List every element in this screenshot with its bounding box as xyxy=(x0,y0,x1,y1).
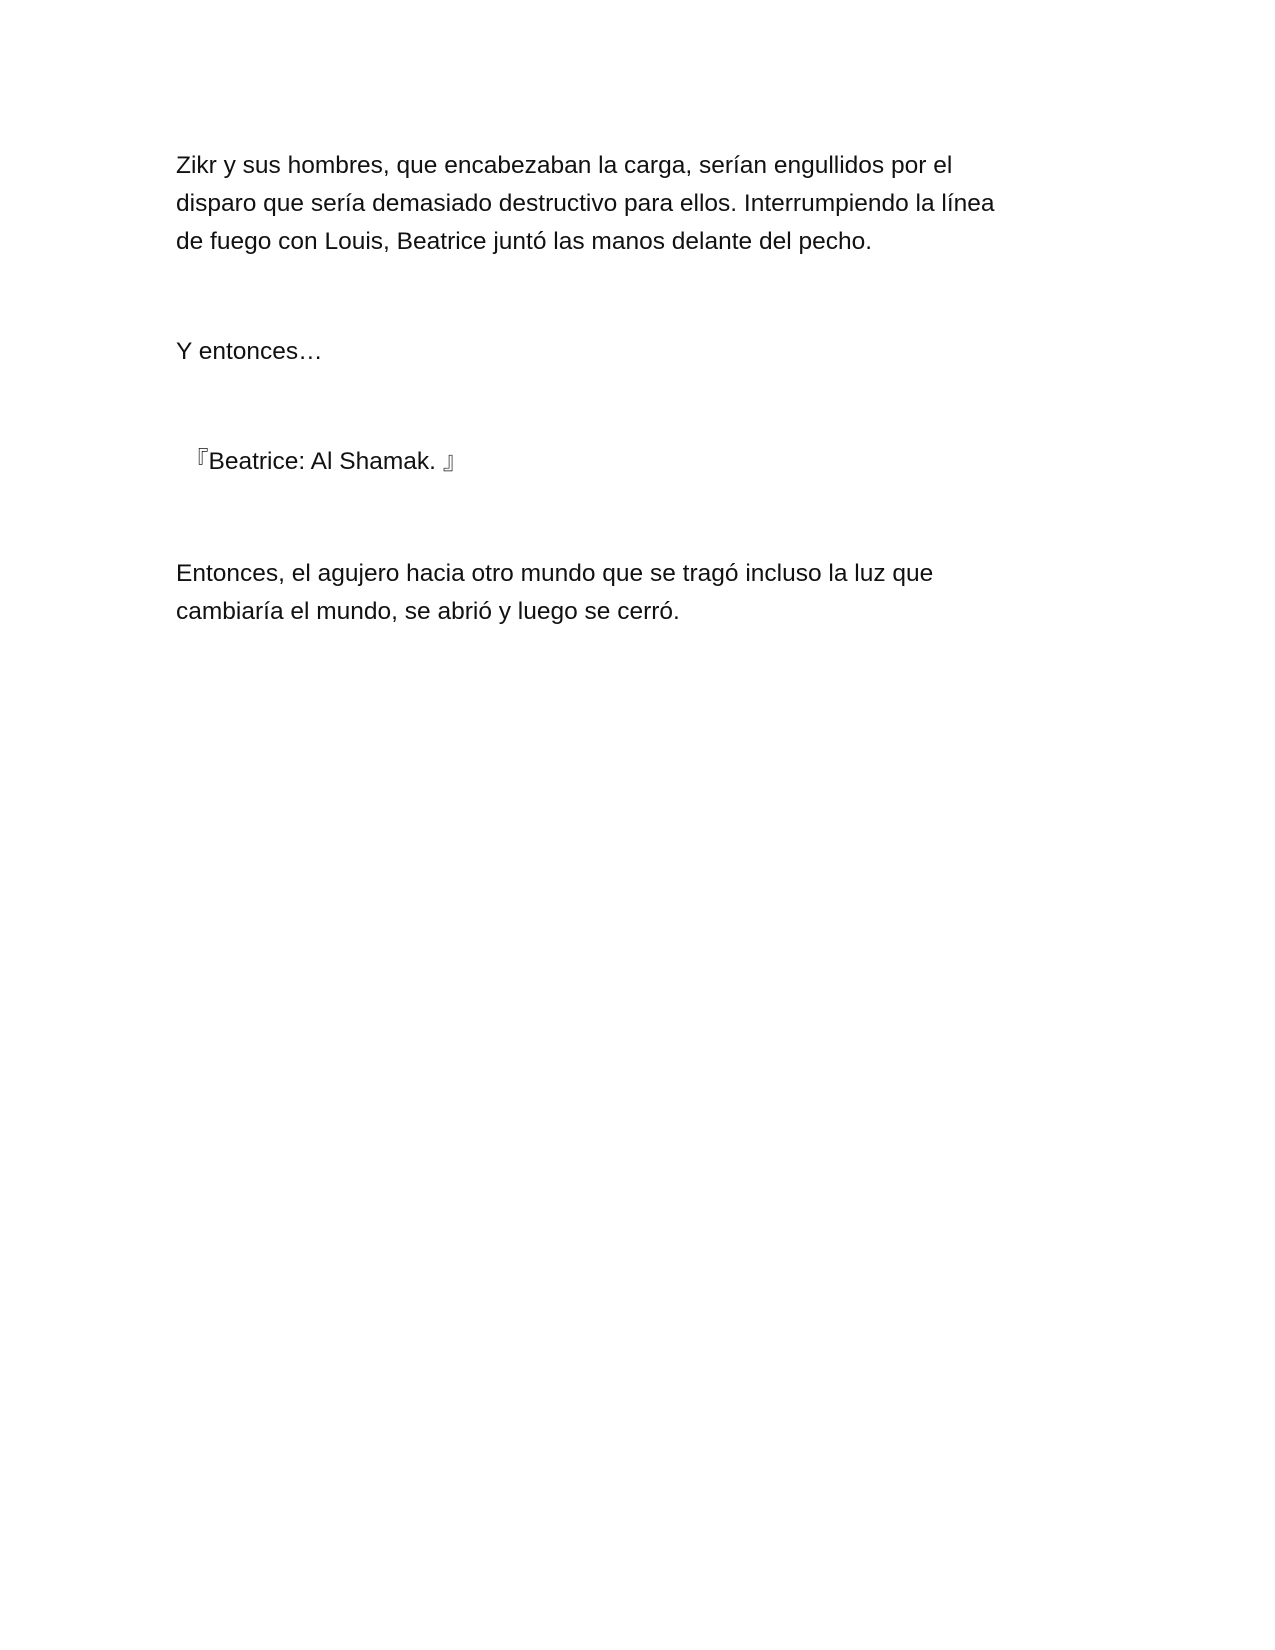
paragraph-line: disparo que sería demasiado destructivo para ellos. Interrumpiendo la línea xyxy=(176,190,995,217)
paragraph-line: Entonces, el agujero hacia otro mundo que se tragó incluso la luz que xyxy=(176,560,934,587)
paragraph-4 xyxy=(176,555,1096,631)
paragraph-1 xyxy=(176,147,1096,261)
paragraph-line: Zikr y sus hombres, que encabezaban la carga, serían engullidos por el xyxy=(176,152,953,179)
paragraph-2 xyxy=(176,333,1096,371)
paragraph-3-spell-line xyxy=(184,443,1104,481)
paragraph-line: cambiaría el mundo, se abrió y luego se cerró. xyxy=(176,598,680,625)
paragraph-line: 『Beatrice: Al Shamak. 』 xyxy=(184,448,468,475)
paragraph-line: de fuego con Louis, Beatrice juntó las manos delante del pecho. xyxy=(176,228,873,255)
paragraph-line: Y entonces… xyxy=(176,338,323,365)
